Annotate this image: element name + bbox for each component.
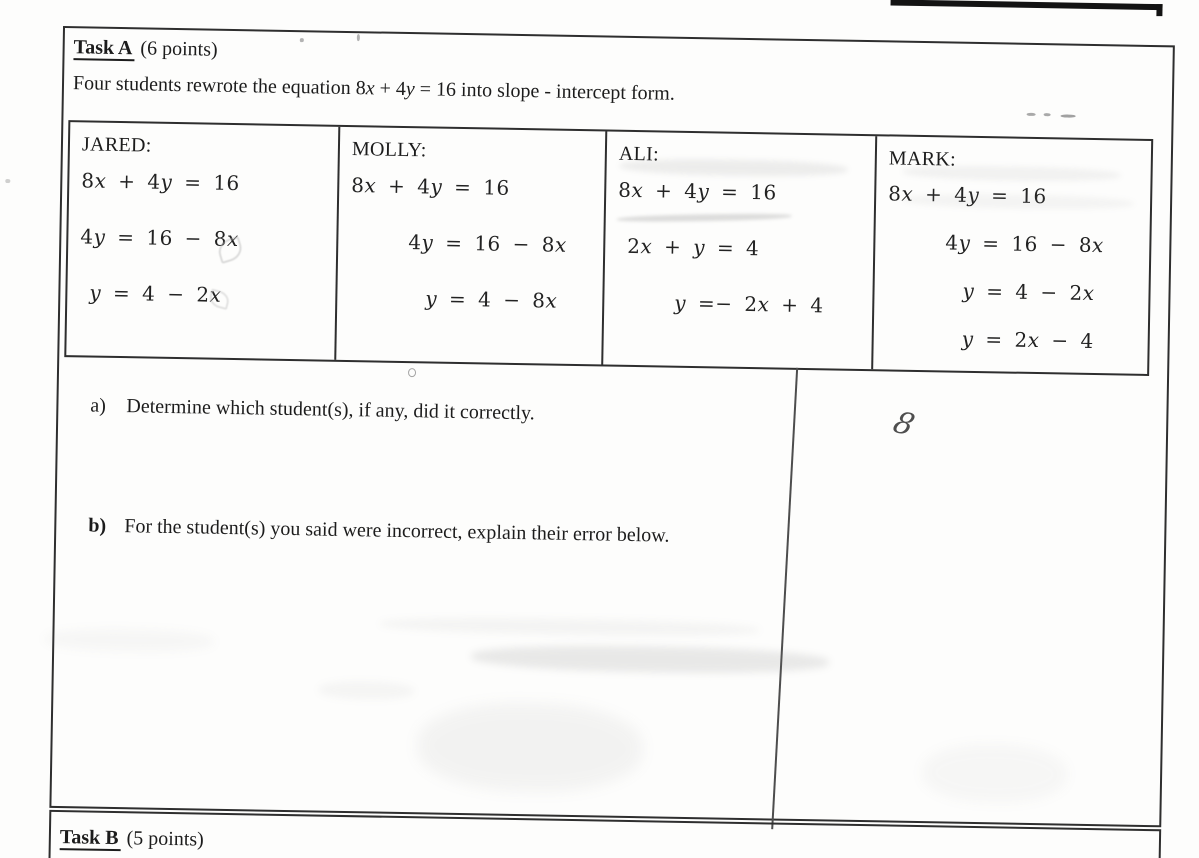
question-b — [88, 515, 670, 548]
equation-line: 4y = 16 − 8x — [408, 230, 567, 257]
task-b-title: Task B — [60, 826, 121, 851]
equation-line: 8x + 4y = 16 — [888, 181, 1047, 209]
equation-line: 8x + 4y = 16 — [81, 168, 240, 196]
equation-line: y =− 2x + 4 — [674, 290, 824, 318]
task-a-title: Task A — [73, 36, 134, 61]
scan-artifact-top-hook — [1156, 4, 1162, 16]
student-cell-ali — [603, 132, 877, 370]
student-cell-molly — [336, 127, 607, 365]
student-name: ALI: — [618, 142, 660, 166]
equation-line: 4y = 16 − 8x — [80, 224, 240, 252]
task-a-points: (6 points) — [140, 37, 218, 61]
task-a-heading — [73, 36, 217, 62]
question-b-label: b) — [88, 514, 107, 537]
scan-speck — [5, 179, 10, 183]
task-a-intro-text: Four students rewrote the equation 8x + 4y = 16 into slope - intercept form. — [72, 72, 676, 105]
student-name: MOLLY: — [351, 138, 427, 162]
handwritten-mark: 8 — [888, 405, 919, 444]
task-b-heading — [60, 826, 204, 852]
equation-line: 4y = 16 − 8x — [945, 230, 1105, 258]
students-work-table — [64, 120, 1153, 376]
equation-line: y = 4 − 8x — [425, 286, 558, 313]
equation-line: y = 4 − 2x — [962, 278, 1095, 306]
equation-line: 2x + y = 4 — [627, 233, 760, 261]
student-name: JARED: — [81, 133, 152, 157]
equation-line: y = 2x − 4 — [961, 326, 1094, 354]
question-b-text: For the student(s) you said were incorrect, explain their error below. — [124, 515, 670, 547]
equation-line: 8x + 4y = 16 — [351, 173, 510, 200]
task-b-points: (5 points) — [126, 827, 205, 851]
student-cell-mark — [873, 136, 1151, 374]
student-cell-jared — [66, 122, 340, 360]
student-name: MARK: — [888, 147, 957, 171]
answer-area-divider-line — [771, 368, 798, 829]
question-a-text: Determine which student(s), if any, did it correctly. — [126, 395, 535, 425]
equation-line: y = 4 − 2x — [89, 280, 222, 307]
question-a-label: a) — [90, 394, 107, 417]
equation-line: 8x + 4y = 16 — [618, 177, 777, 205]
scan-artifact-top-bar — [891, 0, 1163, 10]
question-a — [90, 395, 535, 426]
task-a-section — [49, 26, 1174, 827]
